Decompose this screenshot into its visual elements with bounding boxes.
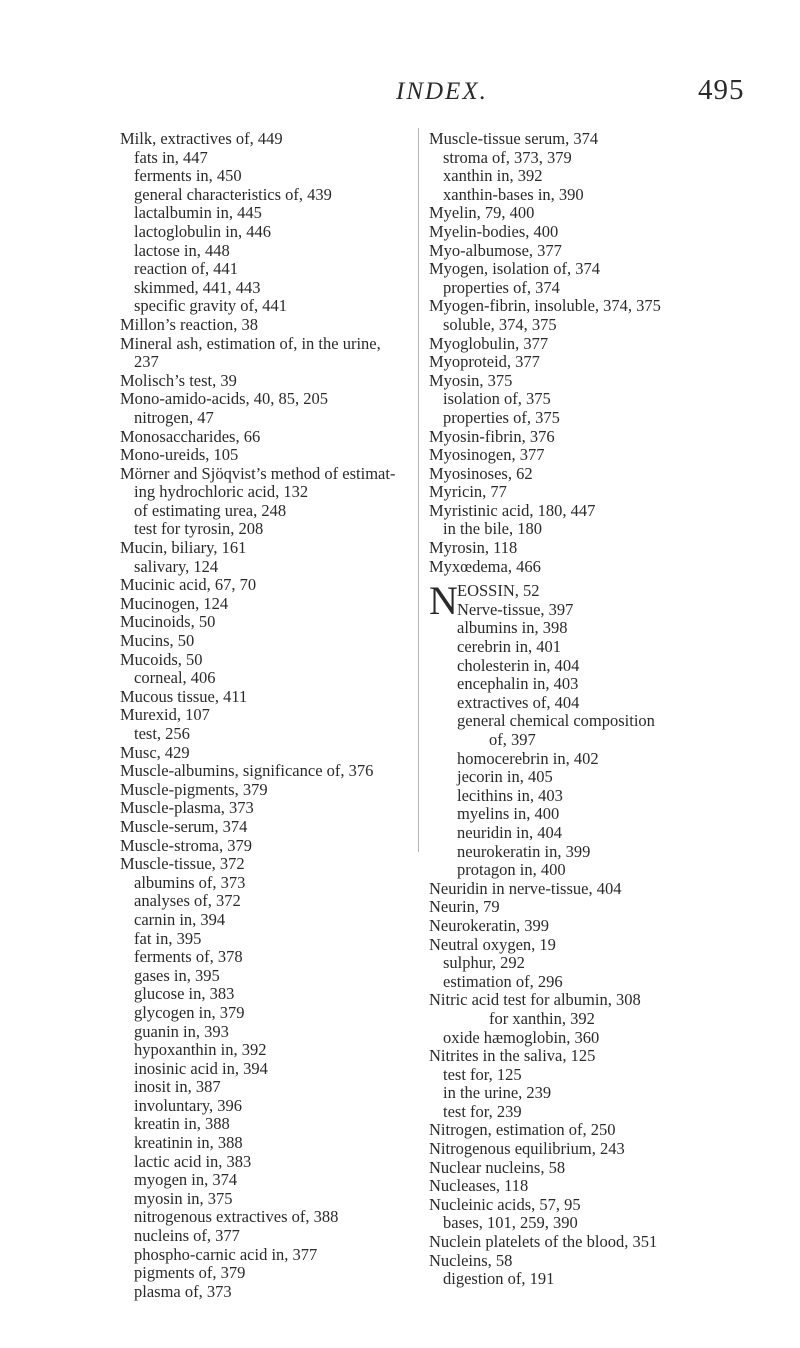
index-subentry: xanthin in, 392: [443, 166, 543, 186]
index-subentry: homocerebrin in, 402: [457, 748, 599, 768]
index-subentry: estimation of, 296: [443, 971, 563, 991]
index-subentry: soluble, 374, 375: [443, 314, 557, 334]
index-entry: Muscle-plasma, 373: [120, 798, 254, 818]
index-subentry: inosit in, 387: [134, 1077, 221, 1097]
index-subentry: corneal, 406: [134, 668, 216, 688]
index-entry: Mucous tissue, 411: [120, 686, 248, 706]
index-subentry: lactoglobulin in, 446: [134, 221, 272, 241]
index-entry: Myricin, 77: [429, 482, 507, 502]
index-entry: Nitrites in the saliva, 125: [429, 1046, 596, 1066]
index-entry: Myo-albumose, 377: [429, 240, 562, 260]
index-entry: Molisch’s test, 39: [120, 370, 237, 390]
index-entry: Myosin-fibrin, 376: [429, 426, 555, 446]
index-entry: Myoproteid, 377: [429, 352, 540, 372]
index-subentry: myogen in, 374: [134, 1170, 238, 1190]
index-entry: Monosaccharides, 66: [120, 426, 261, 446]
index-entry: Mucinic acid, 67, 70: [120, 575, 257, 595]
index-section-n-heading: [429, 578, 779, 624]
index-entry: Muscle-albumins, significance of, 376: [120, 761, 374, 781]
index-entry: Nuclear nucleins, 58: [429, 1157, 566, 1177]
index-subentry: involuntary, 396: [134, 1095, 242, 1115]
index-entry: Myrosin, 118: [429, 538, 518, 558]
index-subentry: digestion of, 191: [443, 1269, 555, 1289]
index-subentry: oxide hæmoglobin, 360: [443, 1027, 600, 1047]
index-subentry: carnin in, 394: [134, 909, 226, 929]
index-entry: Mucinogen, 124: [120, 593, 229, 613]
index-entry: Mörner and Sjöqvist’s method of estimat-: [120, 463, 396, 483]
index-entry: Mucins, 50: [120, 631, 195, 651]
index-entry: Muscle-tissue, 372: [120, 854, 245, 874]
index-entry: Muscle-pigments, 379: [120, 779, 268, 799]
index-subentry: xanthin-bases in, 390: [443, 184, 584, 204]
index-entry: Muscle-stroma, 379: [120, 835, 252, 855]
index-subentry: 237: [134, 352, 159, 372]
index-subentry: gases in, 395: [134, 965, 220, 985]
index-subentry: neurokeratin in, 399: [457, 841, 591, 861]
index-entry: Muscle-serum, 374: [120, 816, 248, 836]
index-subentry: nucleins of, 377: [134, 1226, 240, 1246]
index-entry: Nucleases, 118: [429, 1176, 529, 1196]
index-subentry: test for, 125: [443, 1064, 522, 1084]
index-subentry: ing hydrochloric acid, 132: [134, 482, 309, 502]
index-subentry: ferments of, 378: [134, 947, 243, 967]
index-subentry: lactose in, 448: [134, 240, 230, 260]
page-header: [0, 74, 800, 114]
index-subentry: neuridin in, 404: [457, 822, 562, 842]
index-subentry: cerebrin in, 401: [457, 637, 562, 657]
index-column-right: [429, 130, 779, 1289]
index-entry: Nerve-tissue, 397: [457, 599, 574, 619]
index-entry: Myxœdema, 466: [429, 556, 541, 576]
index-subentry: protagon in, 400: [457, 860, 566, 880]
index-subentry: myosin in, 375: [134, 1188, 233, 1208]
index-subentry: test for, 239: [443, 1101, 522, 1121]
index-subentry: nitrogenous extractives of, 388: [134, 1207, 339, 1227]
index-entry: Milk, extractives of, 449: [120, 129, 283, 148]
index-subentry: fat in, 395: [134, 928, 202, 948]
index-subentry: analyses of, 372: [134, 891, 241, 911]
index-subentry: glucose in, 383: [134, 984, 235, 1004]
index-subentry: isolation of, 375: [443, 389, 551, 409]
index-entry: Myogen-fibrin, insoluble, 374, 375: [429, 296, 661, 316]
index-entry: Nitrogenous equilibrium, 243: [429, 1139, 625, 1159]
index-subentry: properties of, 374: [443, 277, 560, 297]
index-entry: Myogen, isolation of, 374: [429, 259, 600, 279]
index-entry: Nitrogen, estimation of, 250: [429, 1120, 616, 1140]
index-subentry: albumins of, 373: [134, 872, 246, 892]
index-entry: Neuridin in nerve-tissue, 404: [429, 878, 622, 898]
index-subentry: salivary, 124: [134, 556, 219, 576]
index-subentry: bases, 101, 259, 390: [443, 1213, 578, 1233]
index-entry: Myristinic acid, 180, 447: [429, 500, 596, 520]
index-subentry: ferments in, 450: [134, 166, 242, 186]
index-entry: Myosin, 375: [429, 370, 513, 390]
index-entry: Neurin, 79: [429, 897, 500, 917]
index-entry: Murexid, 107: [120, 705, 210, 725]
index-entry: Nucleinic acids, 57, 95: [429, 1194, 581, 1214]
index-entry: Millon’s reaction, 38: [120, 314, 258, 334]
index-subentry: albumins in, 398: [457, 618, 568, 638]
index-entry: Muscle-tissue serum, 374: [429, 129, 599, 148]
index-subentry: general characteristics of, 439: [134, 184, 332, 204]
index-subentry: general chemical composition: [457, 711, 655, 731]
index-entry: Nitric acid test for albumin, 308: [429, 990, 641, 1010]
index-entry: Nucleins, 58: [429, 1250, 513, 1270]
index-subentry: inosinic acid in, 394: [134, 1058, 268, 1078]
index-subentry: skimmed, 441, 443: [134, 277, 261, 297]
index-entry: Myelin-bodies, 400: [429, 221, 559, 241]
index-subentry: lactic acid in, 383: [134, 1151, 252, 1171]
index-section-n: [429, 619, 779, 1288]
index-entry: Mucin, biliary, 161: [120, 538, 247, 558]
index-subentry: extractives of, 404: [457, 692, 580, 712]
index-subentry: glycogen in, 379: [134, 1002, 245, 1022]
index-subentry: test, 256: [134, 724, 190, 743]
index-subentry: fats in, 447: [134, 147, 208, 167]
index-subentry: hypoxanthin in, 392: [134, 1040, 267, 1060]
index-subentry: of estimating urea, 248: [134, 500, 287, 520]
index-subentry: test for tyrosin, 208: [134, 519, 264, 539]
index-section-m: [429, 130, 779, 576]
index-subentry: reaction of, 441: [134, 259, 239, 279]
index-subentry: nitrogen, 47: [134, 407, 214, 427]
column-divider: [418, 128, 419, 852]
index-entry: Mucinoids, 50: [120, 612, 216, 632]
index-subentry: of, 397: [489, 730, 536, 749]
index-entry: Mucoids, 50: [120, 649, 203, 669]
index-entry: Myoglobulin, 377: [429, 333, 549, 353]
index-entry: EOSSIN, 52: [457, 581, 540, 601]
index-subentry: sulphur, 292: [443, 953, 525, 973]
index-subentry: in the urine, 239: [443, 1083, 552, 1103]
index-subentry: properties of, 375: [443, 407, 560, 427]
index-entry: Neutral oxygen, 19: [429, 934, 556, 954]
index-subentry: kreatinin in, 388: [134, 1133, 243, 1153]
index-entry: Nuclein platelets of the blood, 351: [429, 1232, 658, 1252]
index-entry: Myosinogen, 377: [429, 445, 545, 465]
index-entry: Mineral ash, estimation of, in the urine,: [120, 333, 381, 353]
index-subentry: encephalin in, 403: [457, 674, 579, 694]
index-entry: Neurokeratin, 399: [429, 915, 550, 935]
index-entry: Myelin, 79, 400: [429, 203, 535, 223]
index-subentry: specific gravity of, 441: [134, 296, 288, 316]
index-subentry: pigments of, 379: [134, 1263, 246, 1283]
index-subentry: in the bile, 180: [443, 519, 542, 539]
index-subentry: guanin in, 393: [134, 1021, 229, 1041]
index-entry: Mono-amido-acids, 40, 85, 205: [120, 389, 329, 409]
index-subentry: lecithins in, 403: [457, 785, 563, 805]
index-entry: Mono-ureids, 105: [120, 445, 239, 465]
index-subentry: cholesterin in, 404: [457, 655, 580, 675]
index-subentry: phospho-carnic acid in, 377: [134, 1244, 318, 1264]
running-title: INDEX.: [396, 78, 488, 105]
index-subentry: myelins in, 400: [457, 804, 560, 824]
index-subentry: plasma of, 373: [134, 1281, 232, 1301]
index-entry: Musc, 429: [120, 742, 190, 762]
index-subentry: jecorin in, 405: [457, 767, 553, 787]
index-subentry: stroma of, 373, 379: [443, 147, 572, 167]
index-entry: Myosinoses, 62: [429, 463, 533, 483]
index-subentry: kreatin in, 388: [134, 1114, 230, 1134]
index-column-left: [120, 130, 410, 1301]
page-number: 495: [698, 74, 745, 106]
dropcap-letter: N: [429, 578, 458, 624]
index-subentry: for xanthin, 392: [489, 1008, 595, 1028]
index-subentry: lactalbumin in, 445: [134, 203, 262, 223]
